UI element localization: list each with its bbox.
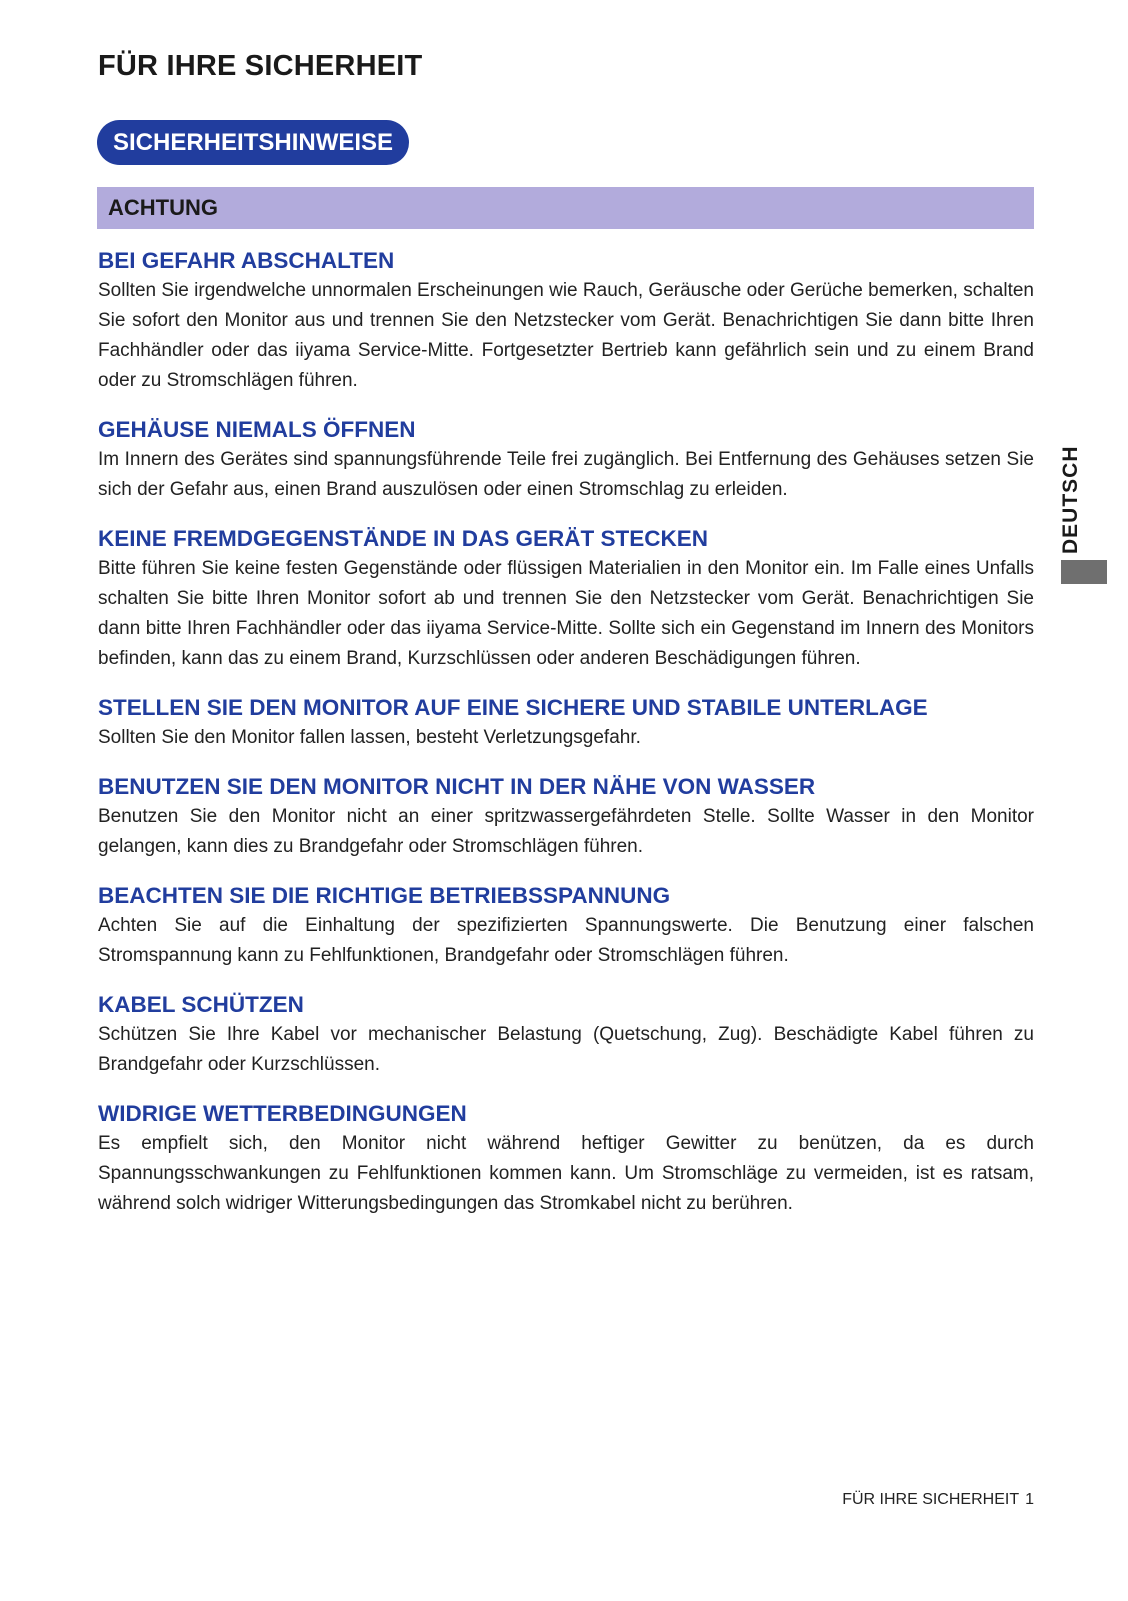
safety-sections	[98, 246, 1034, 1238]
section-text: Sollten Sie den Monitor fallen lassen, besteht Verletzungsgefahr.	[98, 727, 641, 748]
language-tab-marker	[1061, 560, 1107, 584]
section-heading: GEHÄUSE NIEMALS ÖFFNEN	[98, 417, 416, 442]
page-title: FÜR IHRE SICHERHEIT	[98, 50, 423, 82]
section-text: Benutzen Sie den Monitor nicht an einer spritzwassergefährdeten Stelle. Sollte Wasser in den Monitor gelangen, kann dies zu Brandgefahr oder Stromschlägen führen.	[98, 806, 1034, 857]
safety-section	[98, 246, 1034, 396]
section-text: Sollten Sie irgendwelche unnormalen Erscheinungen wie Rauch, Geräusche oder Gerüche bemerken, schalten Sie sofort den Monitor aus und trennen Sie den Netzstecker vom Gerät. Benachrichtigen Sie dann bitte Ihren Fachhändler oder das iiyama Service-Mitte. Fortgesetzter Bertrieb kann gefährlich sein und zu einem Brand oder zu Stromschlägen führen.	[98, 280, 1034, 391]
page-number: 1	[1025, 1491, 1034, 1508]
footer-label: FÜR IHRE SICHERHEIT	[842, 1491, 1020, 1508]
safety-section	[98, 772, 1034, 862]
section-pill: SICHERHEITSHINWEISE	[97, 120, 409, 165]
page-footer	[842, 1491, 1034, 1509]
safety-section	[98, 881, 1034, 971]
safety-section	[98, 693, 1034, 753]
section-heading: KABEL SCHÜTZEN	[98, 992, 304, 1017]
safety-section	[98, 990, 1034, 1080]
section-heading: BENUTZEN SIE DEN MONITOR NICHT IN DER NÄHE VON WASSER	[98, 774, 816, 799]
safety-section	[98, 524, 1034, 674]
section-heading: STELLEN SIE DEN MONITOR AUF EINE SICHERE UND STABILE UNTERLAGE	[98, 695, 928, 720]
section-text: Schützen Sie Ihre Kabel vor mechanischer Belastung (Quetschung, Zug). Beschädigte Kabel führen zu Brandgefahr oder Kurzschlüssen.	[98, 1024, 1034, 1075]
section-text: Im Innern des Gerätes sind spannungsführende Teile frei zugänglich. Bei Entfernung des Gehäuses setzen Sie sich der Gefahr aus, einen Brand auszulösen oder einen Stromschlag zu erleiden.	[98, 449, 1034, 500]
section-text: Bitte führen Sie keine festen Gegenstände oder flüssigen Materialien in den Monitor ein. Im Falle eines Unfalls schalten Sie bitte Ihren Monitor sofort ab und trennen Sie den Netzstecker vom Gerät. Benachrichtigen Sie dann bitte Ihren Fachhändler oder das iiyama Service-Mitte. Sollte sich ein Gegenstand im Innern des Monitors befinden, kann das zu einem Brand, Kurzschlüssen oder anderen Beschädigungen führen.	[98, 558, 1034, 669]
warning-bar: ACHTUNG	[97, 187, 1034, 229]
section-text: Es empfielt sich, den Monitor nicht während heftiger Gewitter zu benützen, da es durch Spannungsschwankungen zu Fehlfunktionen kommen kann. Um Stromschläge zu vermeiden, ist es ratsam, während solch widriger Witterungsbedingungen das Stromkabel nicht zu berühren.	[98, 1133, 1034, 1214]
safety-section	[98, 415, 1034, 505]
language-tab-label: DEUTSCH	[1059, 445, 1082, 555]
section-text: Achten Sie auf die Einhaltung der spezifizierten Spannungswerte. Die Benutzung einer falschen Stromspannung kann zu Fehlfunktionen, Brandgefahr oder Stromschlägen führen.	[98, 915, 1034, 966]
section-heading: KEINE FREMDGEGENSTÄNDE IN DAS GERÄT STECKEN	[98, 526, 709, 551]
section-heading: WIDRIGE WETTERBEDINGUNGEN	[98, 1101, 467, 1126]
safety-section	[98, 1099, 1034, 1219]
section-heading: BEI GEFAHR ABSCHALTEN	[98, 248, 395, 273]
section-heading: BEACHTEN SIE DIE RICHTIGE BETRIEBSSPANNUNG	[98, 883, 671, 908]
